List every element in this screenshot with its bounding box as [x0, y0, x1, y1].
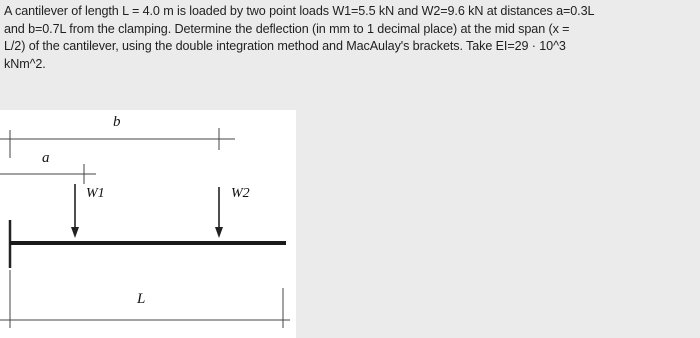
load-w2-arrow-head	[215, 227, 223, 238]
label-b: b	[113, 114, 121, 130]
label-w2: W2	[231, 186, 250, 201]
label-w1: W1	[86, 186, 105, 201]
label-a: a	[42, 150, 50, 166]
cantilever-diagram	[0, 110, 296, 338]
load-w1-arrow-head	[71, 227, 79, 238]
question-text: A cantilever of length L = 4.0 m is loaded by two point loads W1=5.5 kN and W2=9.6 kN at distances a=0.3L and b=0.7L from the clamping. Determine the deflection (in mm to 1 decimal place) at the mid span (x = L/2) of the cantilever, using the double integration method and MacAulay's brackets. Take EI=29 · 10^3 kNm^2.	[4, 4, 595, 71]
cantilever-figure	[0, 110, 296, 338]
label-L: L	[137, 291, 146, 307]
